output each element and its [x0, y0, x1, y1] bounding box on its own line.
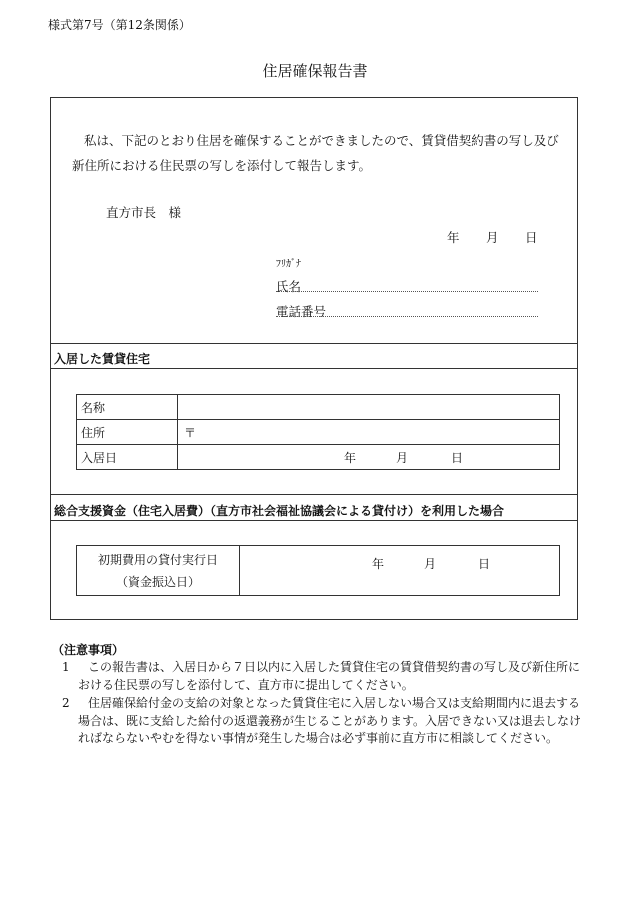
housing-address-label: 住所	[77, 420, 178, 445]
divider	[50, 368, 578, 369]
report-date-year: 年	[447, 230, 460, 245]
loan-month: 月	[424, 557, 437, 571]
note-item	[62, 659, 586, 694]
housing-name-value	[178, 395, 560, 420]
housing-section-heading: 入居した賃貸住宅	[54, 352, 151, 366]
note-text: この報告書は、入居日から７日以内に入居した賃貸住宅の賃貸借契約書の写し及び新住所における住民票の写しを添付して、直方市に提出してください。	[78, 660, 581, 692]
phone-label: 電話番号	[276, 304, 327, 319]
report-date-month: 月	[486, 230, 499, 245]
name-field-line	[276, 291, 538, 292]
loan-date-label	[77, 546, 240, 596]
loan-date-label-line1: 初期費用の貸付実行日	[97, 552, 218, 567]
loan-date-label-line2: （資金振込日）	[115, 574, 200, 589]
postal-mark: 〒	[178, 420, 560, 445]
move-in-month: 月	[396, 451, 409, 465]
move-in-day: 日	[451, 451, 464, 465]
note-number: 2	[62, 696, 70, 710]
move-in-year: 年	[344, 451, 357, 465]
intro-text: 私は、下記のとおり住居を確保することができましたので、賃貸借契約書の写し及び新住所における住民票の写しを添付して報告します。	[72, 133, 559, 173]
note-number: 1	[62, 660, 70, 674]
housing-name-label: 名称	[77, 395, 178, 420]
addressee: 直方市長 様	[106, 205, 182, 220]
housing-table	[76, 394, 560, 470]
note-text: 住居確保給付金の支給の対象となった賃貸住宅に入居しない場合又は支給期間内に退去する場合は、既に支給した給付の返還義務が生じることがあります。入居できない又は退去しなければならないやむを得ない事情が発生した場合は必ず事前に直方市に相談してください。	[78, 696, 582, 745]
report-date-day: 日	[525, 230, 538, 245]
loan-table	[76, 545, 560, 596]
phone-field-line	[276, 316, 538, 317]
move-in-date-label: 入居日	[77, 445, 178, 470]
loan-day: 日	[478, 557, 491, 571]
loan-date-value	[240, 546, 560, 596]
page-title: 住居確保報告書	[262, 62, 368, 80]
divider	[50, 494, 578, 495]
name-label: 氏名	[276, 279, 302, 294]
move-in-date-value	[178, 445, 560, 470]
notes-heading: （注意事項）	[52, 643, 125, 657]
loan-year: 年	[372, 557, 385, 571]
loan-section-heading: 総合支援資金（住宅入居費）（直方市社会福祉協議会による貸付け）を利用した場合	[54, 504, 505, 518]
form-number: 様式第7号（第12条関係）	[48, 18, 191, 32]
furigana-label: ﾌﾘｶﾞﾅ	[276, 259, 301, 270]
divider	[50, 520, 578, 521]
note-item	[62, 695, 586, 748]
divider	[50, 343, 578, 344]
